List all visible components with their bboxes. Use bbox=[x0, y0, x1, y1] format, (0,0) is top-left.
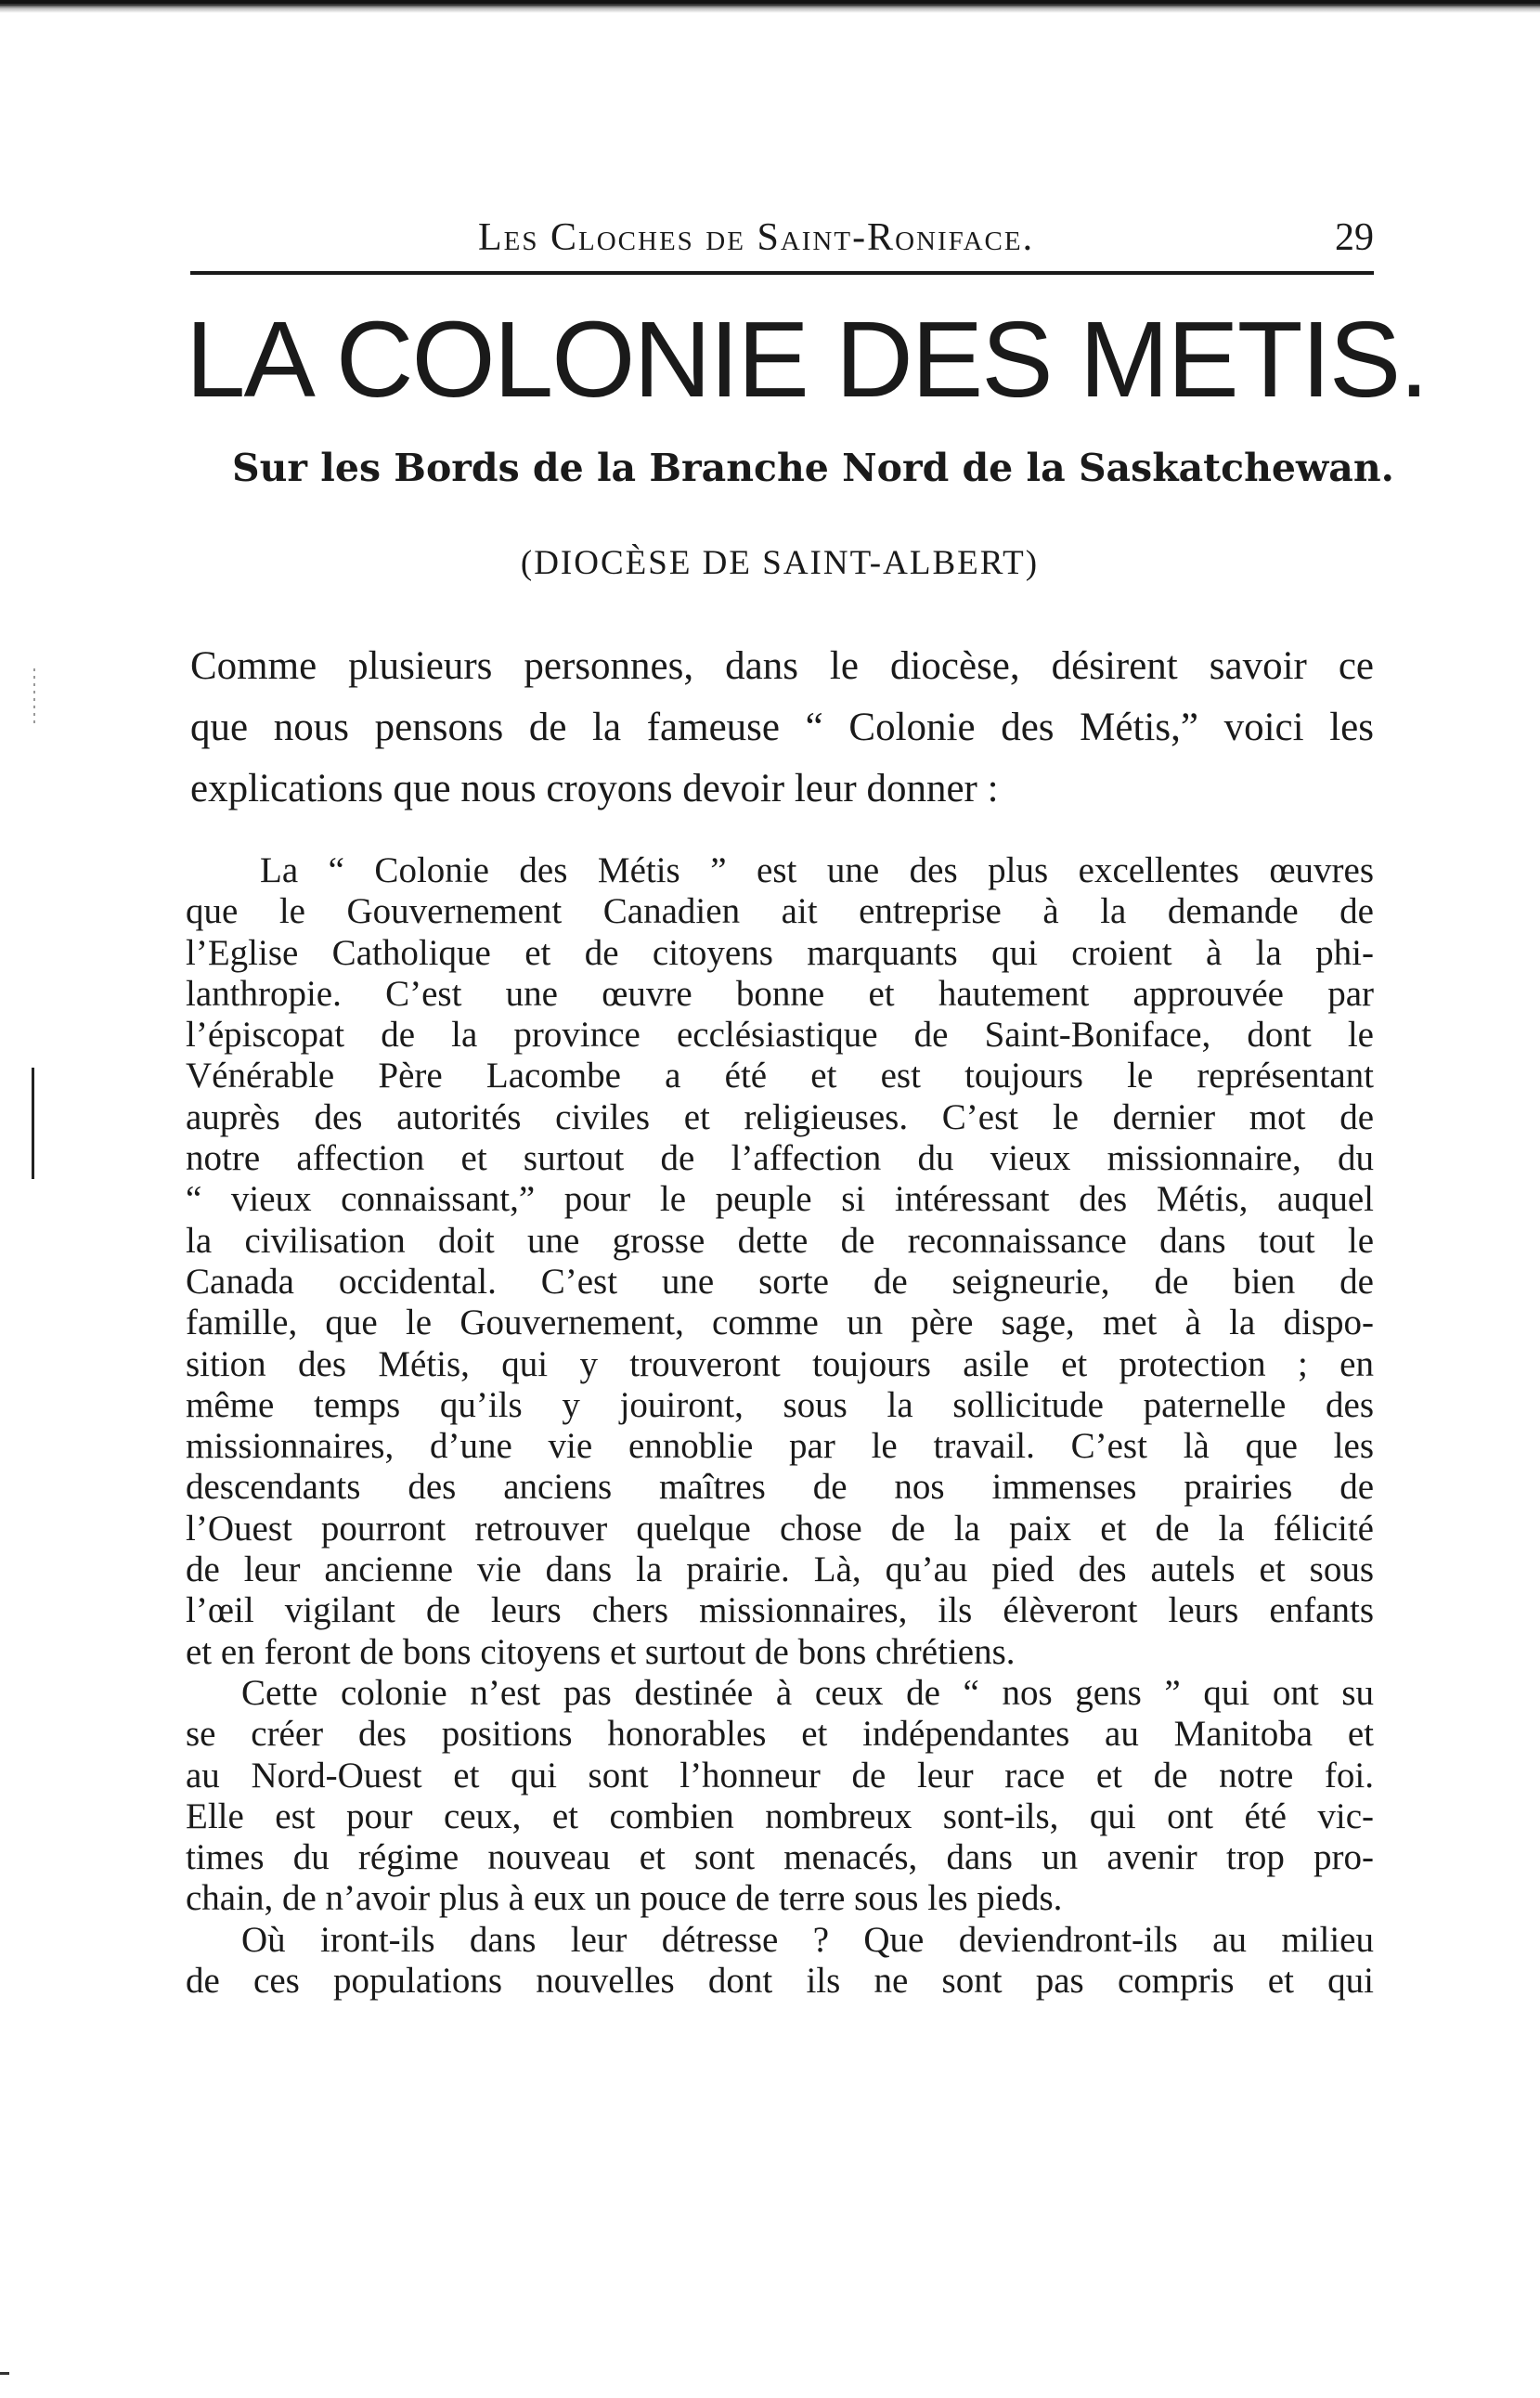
body-line: Cette colonie n’est pas destinée à ceux de “ nos gens ” qui ont su bbox=[241, 1672, 1374, 1713]
body-line: auprès des autorités civiles et religieuses. C’est le dernier mot de bbox=[186, 1096, 1374, 1137]
body-line: l’Ouest pourront retrouver quelque chose de la paix et de la félicité bbox=[186, 1508, 1374, 1549]
intro-paragraph bbox=[190, 636, 1374, 820]
body-line: de ces populations nouvelles dont ils ne sont pas compris et qui bbox=[186, 1961, 1374, 2002]
body-line: chain, de n’avoir plus à eux un pouce de terre sous les pieds. bbox=[186, 1878, 1063, 1919]
intro-line: explications que nous croyons devoir leur donner : bbox=[190, 767, 999, 810]
body-line: se créer des positions honorables et indépendantes au Manitoba et bbox=[186, 1714, 1374, 1755]
body-line: l’épiscopat de la province ecclésiastique de Saint-Boniface, dont le bbox=[186, 1015, 1374, 1056]
body-line: famille, que le Gouvernement, comme un père sage, met à la dispo- bbox=[186, 1303, 1374, 1343]
body-line: Canada occidental. C’est une sorte de seigneurie, de bien de bbox=[186, 1261, 1374, 1302]
intro-line: que nous pensons de la fameuse “ Colonie des Métis,” voici les bbox=[190, 706, 1374, 749]
scan-top-edge bbox=[0, 0, 1540, 13]
body-text bbox=[186, 850, 1374, 2002]
scan-margin-dots bbox=[33, 668, 35, 724]
intro-line: Comme plusieurs personnes, dans le diocèse, désirent savoir ce bbox=[190, 644, 1374, 688]
body-line: la civilisation doit une grosse dette de reconnaissance dans tout le bbox=[186, 1220, 1374, 1261]
body-line: l’Eglise Catholique et de citoyens marquants qui croient à la phi- bbox=[186, 932, 1374, 973]
body-line: même temps qu’ils y jouiront, sous la sollicitude paternelle des bbox=[186, 1384, 1374, 1425]
article-subtitle: Sur les Bords de la Branche Nord de la Saskatchewan. bbox=[232, 446, 1394, 490]
body-line: que le Gouvernement Canadien ait entreprise à la demande de bbox=[186, 891, 1374, 932]
body-line: “ vieux connaissant,” pour le peuple si intéressant des Métis, auquel bbox=[186, 1179, 1374, 1220]
body-line: Vénérable Père Lacombe a été et est toujours le représentant bbox=[186, 1056, 1374, 1096]
body-line: au Nord-Ouest et qui sont l’honneur de leur race et de notre foi. bbox=[186, 1755, 1374, 1795]
page-header bbox=[190, 215, 1374, 275]
body-line: Où iront-ils dans leur détresse ? Que deviendront-ils au milieu bbox=[241, 1919, 1374, 1960]
body-line: et en feront de bons citoyens et surtout de bons chrétiens. bbox=[186, 1631, 1016, 1672]
scan-margin-mark bbox=[32, 1068, 34, 1179]
page-number: 29 bbox=[1335, 216, 1374, 259]
body-line: notre affection et surtout de l’affection du vieux missionnaire, du bbox=[186, 1138, 1374, 1179]
body-line: times du régime nouveau et sont menacés, dans un avenir trop pro- bbox=[186, 1837, 1374, 1878]
body-line: lanthropie. C’est une œuvre bonne et hautement approuvée par bbox=[186, 973, 1374, 1014]
body-line: de leur ancienne vie dans la prairie. Là, qu’au pied des autels et sous bbox=[186, 1549, 1374, 1590]
diocese-line: (DIOCÈSE DE SAINT-ALBERT) bbox=[520, 544, 1040, 582]
scan-bottom-mark bbox=[0, 2372, 9, 2375]
running-title: Les Cloches de Saint-Roniface. bbox=[478, 216, 1035, 259]
body-line: Elle est pour ceux, et combien nombreux sont-ils, qui ont été vic- bbox=[186, 1795, 1374, 1836]
body-line: La “ Colonie des Métis ” est une des plus excellentes œuvres bbox=[260, 850, 1374, 890]
body-line: descendants des anciens maîtres de nos immenses prairies de bbox=[186, 1467, 1374, 1508]
body-line: missionnaires, d’une vie ennoblie par le travail. C’est là que les bbox=[186, 1426, 1374, 1467]
body-line: sition des Métis, qui y trouveront toujours asile et protection ; en bbox=[186, 1343, 1374, 1384]
body-line: l’œil vigilant de leurs chers missionnaires, ils élèveront leurs enfants bbox=[186, 1590, 1374, 1631]
article-title: LA COLONIE DES METIS. bbox=[186, 299, 1428, 420]
